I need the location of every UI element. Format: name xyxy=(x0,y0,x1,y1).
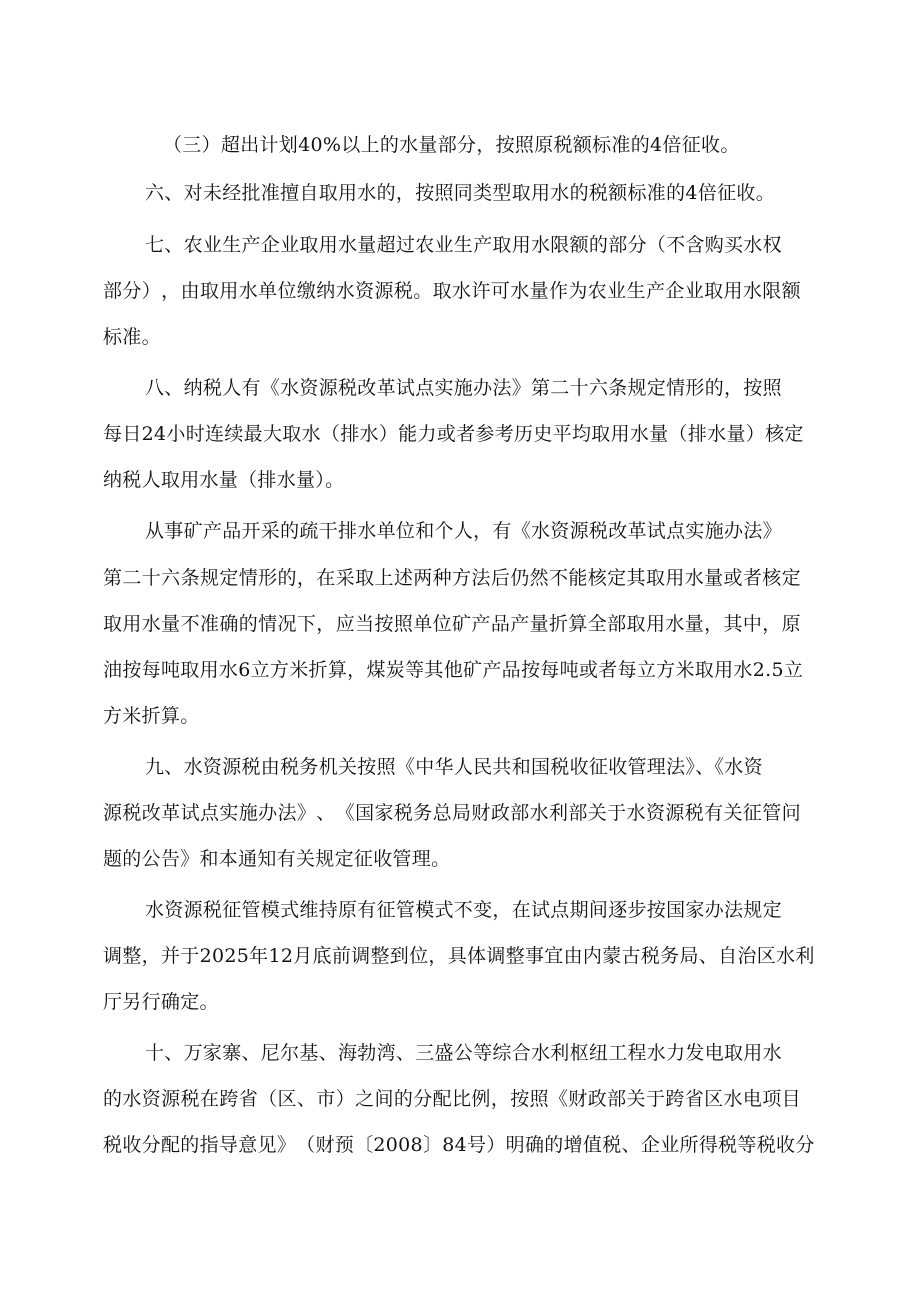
text-line: 每 日 2 4 小 时 连 续 最 大 取 水 （ 排 水 ） 能 力 或 者 参 考 历 史 平 均 取 用 水 量 （ 排 水 量 ） 核 定 xyxy=(103,423,804,445)
text-line: 从事矿产品开采的疏干排水单位和个人，有《水资源税改革试点实施办法》 xyxy=(145,520,782,542)
text-line: 纳税人取用水量（排水量）。 xyxy=(103,469,345,491)
text-line: 取 用 水 量 不 准 确 的 情 况 下 ， 应 当 按 照 单 位 矿 产 品 产 量 折 算 全 部 取 用 水 量 ， 其 中 ， 原 xyxy=(103,613,801,635)
text-line: 源 税 改 革 试 点 实 施 办 法 》 、 《 国 家 税 务 总 局 财 政 部 水 利 部 关 于 水 资 源 税 有 关 征 管 问 xyxy=(103,802,801,824)
text-line: 九、水资源税由税务机关按照《中华人民共和国税收征收管理法》、《水资 xyxy=(145,756,763,778)
text-line: 水资源税征管模式维持原有征管模式不变，在试点期间逐步按国家办法规定 xyxy=(145,899,782,921)
text-line: 标准。 xyxy=(103,326,161,348)
text-line: 厅另行确定。 xyxy=(103,991,219,1013)
text-line: 十、万家寨、尼尔基、海勃湾、三盛公等综合水利枢纽工程水力发电取用水 xyxy=(145,1042,782,1064)
text-line: 方米折算。 xyxy=(103,705,200,727)
text-line: 油 按 每 吨 取 用 水 6 立 方 米 折 算 ， 煤 炭 等 其 他 矿 产 品 按 每 吨 或 者 每 立 方 米 取 用 水 2 . 5 立 xyxy=(103,659,804,681)
text-line: 的 水 资 源 税 在 跨 省 （ 区 、 市 ） 之 间 的 分 配 比 例 ， 按 照 《 财 政 部 关 于 跨 省 区 水 电 项 目 xyxy=(103,1088,801,1110)
text-line: 税 收 分 配 的 指 导 意 见 》 （ 财 预 〔 2 0 0 8 〕 8 4 号 ） 明 确 的 增 值 税 、 企 业 所 得 税 等 税 收 分 xyxy=(103,1134,815,1156)
text-line: 第 二 十 六 条 规 定 情 形 的 ， 在 采 取 上 述 两 种 方 法 后 仍 然 不 能 核 定 其 取 用 水 量 或 者 核 定 xyxy=(103,567,801,589)
text-line: 题的公告》和本通知有关规定征收管理。 xyxy=(103,848,451,870)
text-line: （三）超出计划40%以上的水量部分，按照原税额标准的4倍征收。 xyxy=(163,134,740,156)
text-line: 七、农业生产企业取用水量超过农业生产取用水限额的部分（不含购买水权 xyxy=(145,234,782,256)
text-line: 部 分 ） ， 由 取 用 水 单 位 缴 纳 水 资 源 税 。 取 水 许 可 水 量 作 为 农 业 生 产 企 业 取 用 水 限 额 xyxy=(103,280,801,302)
text-line: 八、纳税人有《水资源税改革试点实施办法》第二十六条规定情形的，按照 xyxy=(145,377,782,399)
text-line: 调 整 ， 并 于 2 0 2 5 年 1 2 月 底 前 调 整 到 位 ， 具 体 调 整 事 宜 由 内 蒙 古 税 务 局 、 自 治 区 水 利 xyxy=(103,945,815,967)
text-line: 六、对未经批准擅自取用水的，按照同类型取用水的税额标准的4倍征收。 xyxy=(145,182,775,204)
